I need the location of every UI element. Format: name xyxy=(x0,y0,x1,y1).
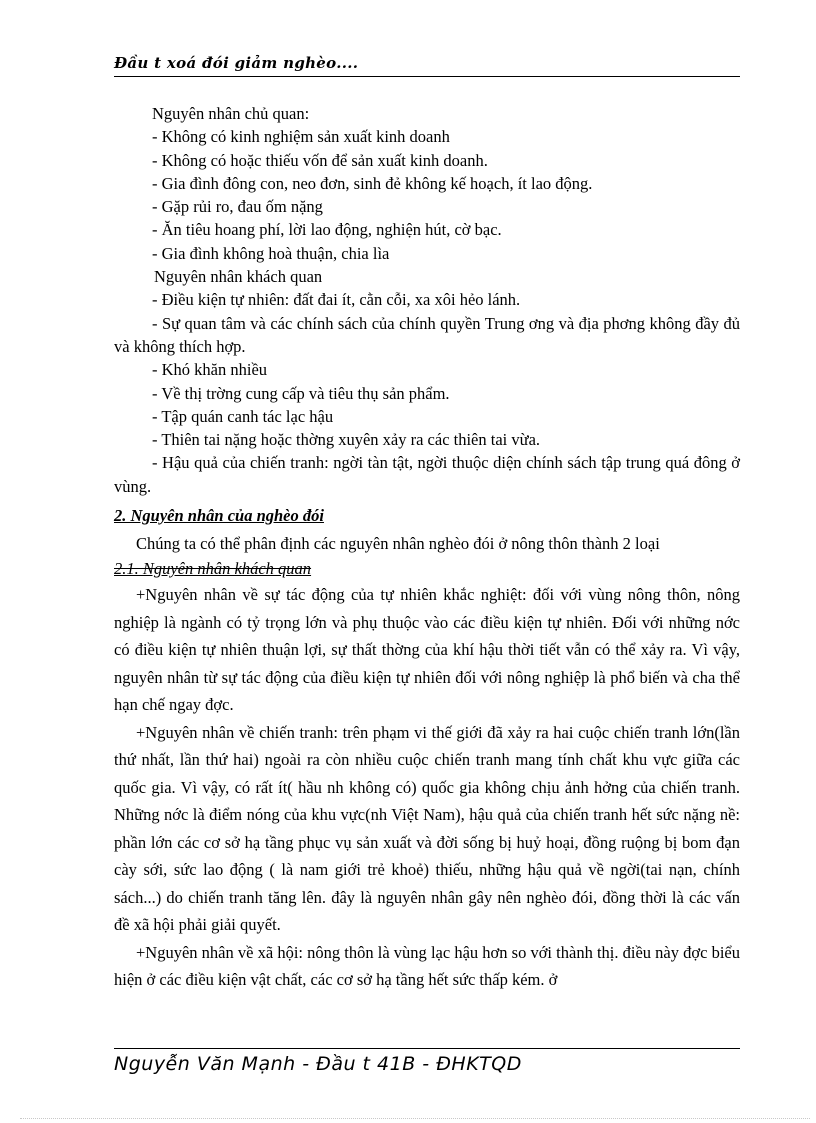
page-header xyxy=(114,50,740,77)
footer-author: Nguyễn Văn Mạnh - Đầu t 41B - ĐHKTQD xyxy=(114,1053,522,1075)
page-bottom-divider xyxy=(20,1118,810,1119)
list-item: - Gia đình đông con, neo đơn, sinh đẻ không kế hoạch, ít lao động. xyxy=(152,173,593,193)
list-item: - Không có hoặc thiếu vốn để sản xuất kinh doanh. xyxy=(152,150,488,170)
page-footer xyxy=(114,1048,740,1075)
section-intro: Chúng ta có thể phân định các nguyên nhân nghèo đói ở nông thôn thành 2 loại xyxy=(136,534,660,554)
objective-causes-title: Nguyên nhân khách quan xyxy=(154,267,323,287)
list-item: - Tập quán canh tác lạc hậu xyxy=(152,406,334,426)
list-item: - Thiên tai nặng hoặc thờng xuyên xảy ra các thiên tai vừa. xyxy=(152,430,541,450)
list-item: - Gia đình không hoà thuận, chia lìa xyxy=(152,243,390,263)
list-item: - Không có kinh nghiệm sản xuất kinh doanh xyxy=(152,127,450,147)
subsection-heading: 2.1. Nguyên nhân khách quan xyxy=(114,559,312,579)
list-item: - Khó khăn nhiều xyxy=(152,360,268,380)
list-item: - Về thị trờng cung cấp và tiêu thụ sản phẩm. xyxy=(152,383,450,403)
list-item: - Điều kiện tự nhiên: đất đai ít, cằn cỗi, xa xôi hẻo lánh. xyxy=(152,290,521,310)
list-item: - Ăn tiêu hoang phí, lời lao động, nghiện hút, cờ bạc. xyxy=(152,220,502,240)
paragraph: +Nguyên nhân về sự tác động của tự nhiên khắc nghiệt: đối với vùng nông thôn, nông nghiệp là ngành có tỷ trọng lớn và phụ thuộc vào các điều kiện tự nhiên. Đối với những nớc có điều kiện tự nhiên thuận lợi, sự thất thờng của khí hậu thời tiết vẫn có thể xảy ra. Vì vậy, nguyên nhân từ sự tác động của điều kiện tự nhiên đối với nông nghiệp là phổ biến và cha thể hạn chế ngay đợc. xyxy=(114,585,740,715)
header-title: Đầu t xoá đói giảm nghèo.... xyxy=(114,54,359,72)
section-heading: 2. Nguyên nhân của nghèo đói xyxy=(114,506,324,526)
paragraph: +Nguyên nhân về xã hội: nông thôn là vùng lạc hậu hơn so với thành thị. điều này đợc biểu hiện ở các điều kiện vật chất, các cơ sở hạ tầng hết sức thấp kém. ở xyxy=(114,942,740,990)
list-item: - Sự quan tâm và các chính sách của chính quyền Trung ơng và địa phơng không đầy đủ và không thích hợp. xyxy=(114,313,740,356)
list-item: - Gặp rủi ro, đau ốm nặng xyxy=(152,197,323,217)
paragraph: +Nguyên nhân về chiến tranh: trên phạm vi thế giới đã xảy ra hai cuộc chiến tranh lớn(lần thứ nhất, lần thứ hai) ngoài ra còn nhiều cuộc chiến tranh mang tính chất khu vực giữa các quốc gia. Vì vậy, có rất ít( hầu nh không có) quốc gia không chịu ảnh hởng của chiến tranh. Những nớc là điểm nóng của khu vực(nh Việt Nam), hậu quả của chiến tranh hết sức nặng nề: phần lớn các cơ sở hạ tầng phục vụ sản xuất và đời sống bị huỷ hoại, đồng ruộng bị bom đạn cày sới, sức lao động ( là nam giới trẻ khoẻ) thiếu, những hậu quả về ngời(tai nạn, chính sách...) do chiến tranh tăng lên. đây là nguyên nhân gây nên nghèo đói, đồng thời là các vấn đề xã hội phải giải quyết. xyxy=(114,722,740,935)
subjective-causes-title: Nguyên nhân chủ quan: xyxy=(152,104,310,123)
list-item: - Hậu quả của chiến tranh: ngời tàn tật, ngời thuộc diện chính sách tập trung quá đông ở vùng. xyxy=(114,453,740,496)
page-body xyxy=(114,102,740,994)
